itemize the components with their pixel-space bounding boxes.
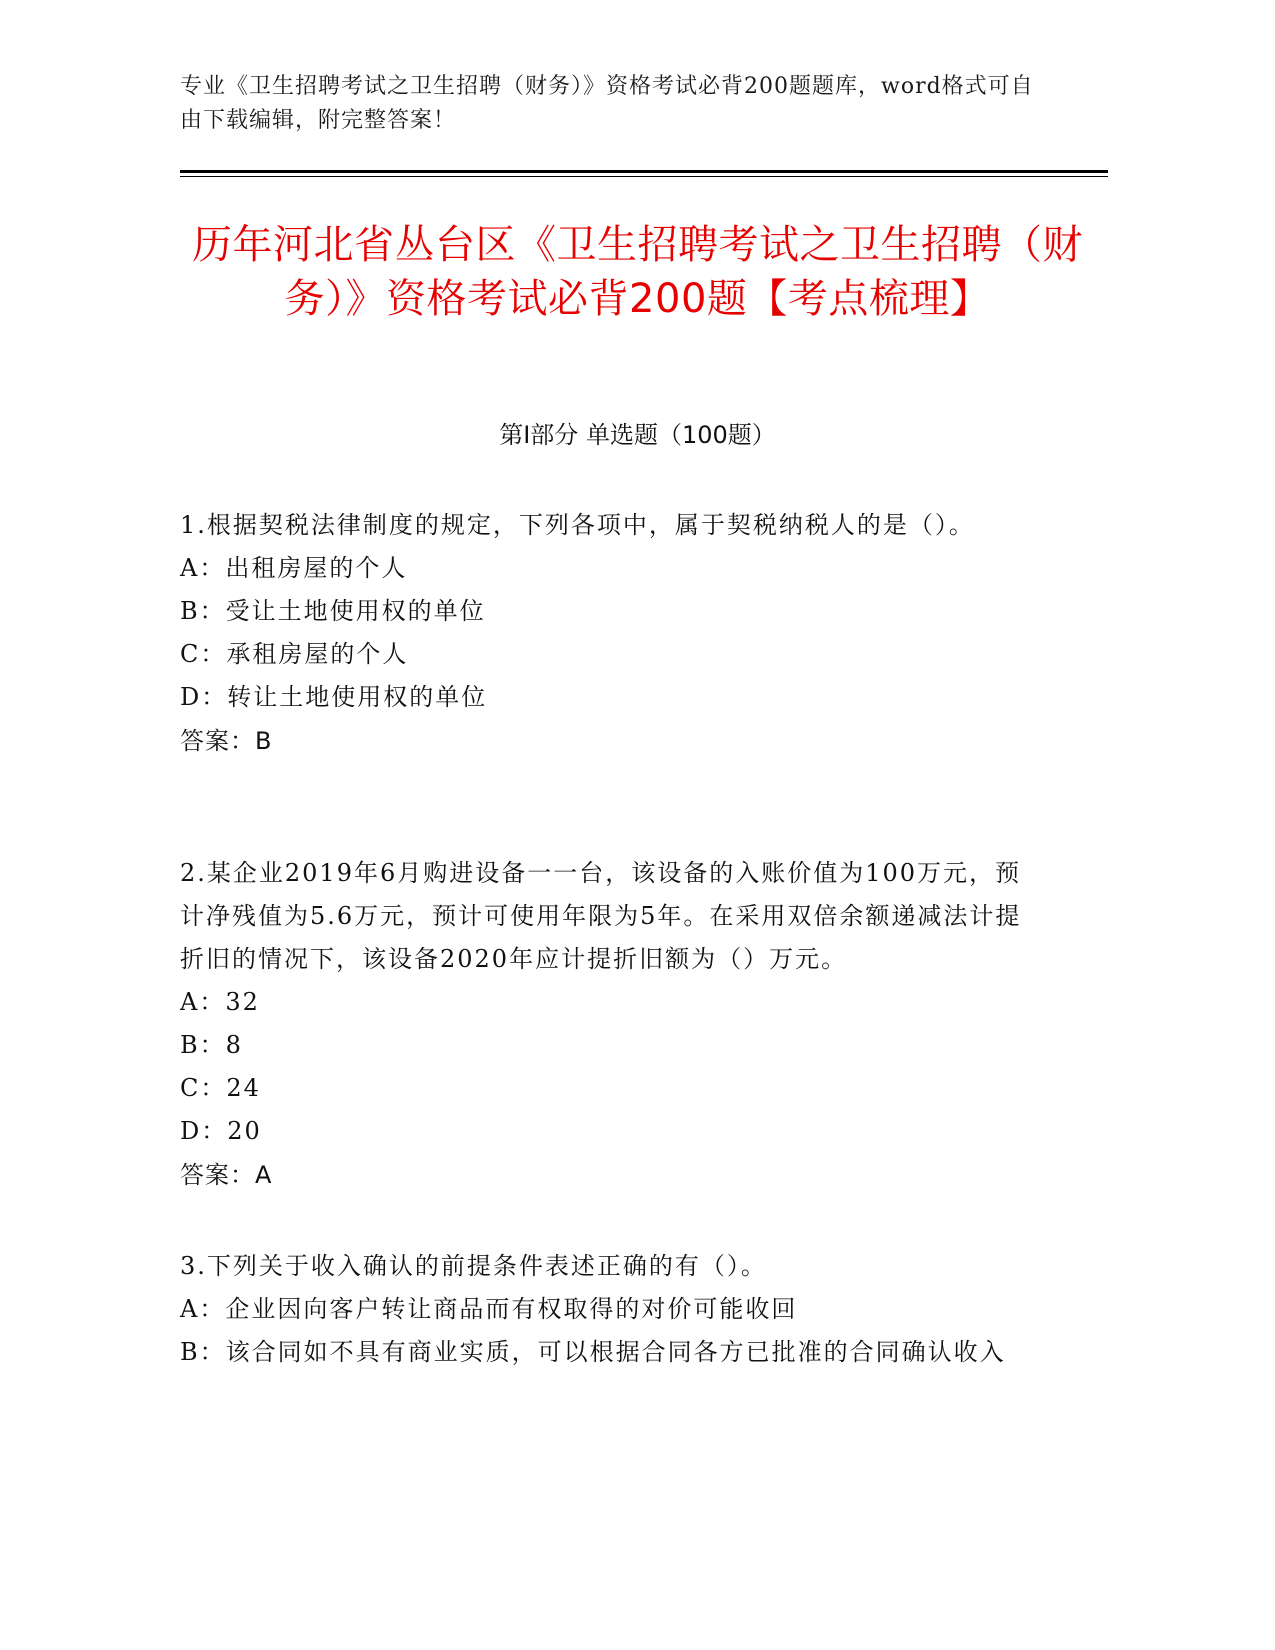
option-c: C：承租房屋的个人: [180, 640, 409, 668]
question-stem: 2.某企业2019年6月购进设备一一台，该设备的入账价值为100万元，预计净残值为5.6万元，预计可使用年限为5年。在采用双倍余额递减法计提折旧的情况下，该设备2020年应计提折旧额为（）万元。: [180, 859, 1022, 973]
option-b: B：受让土地使用权的单位: [180, 597, 486, 625]
option-a: A：32: [180, 988, 260, 1016]
section-title: 第Ⅰ部分 单选题（100题）: [499, 421, 776, 449]
question-3: [180, 1245, 1040, 1374]
header-note: 专业《卫生招聘考试之卫生招聘（财务）》资格考试必背200题题库，word格式可自由下载编辑，附完整答案！: [180, 74, 1034, 133]
question-stem: 1.根据契税法律制度的规定，下列各项中，属于契税纳税人的是（）。: [180, 511, 975, 539]
answer-line: 答案：A: [180, 1161, 273, 1189]
option-b: B：该合同如不具有商业实质，可以根据合同各方已批准的合同确认收入: [180, 1338, 1006, 1366]
option-a: A：企业因向客户转让商品而有权取得的对价可能收回: [180, 1295, 798, 1323]
answer-line: 答案：B: [180, 727, 273, 755]
header-divider-thin: [180, 176, 1108, 177]
option-c: C：24: [180, 1074, 261, 1102]
option-a: A：出租房屋的个人: [180, 554, 408, 582]
option-d: D：20: [180, 1117, 262, 1145]
option-b: B：8: [180, 1031, 243, 1059]
header-divider-thick: [180, 170, 1108, 173]
question-stem: 3.下列关于收入确认的前提条件表述正确的有（）。: [180, 1252, 767, 1280]
document-title: 历年河北省丛台区《卫生招聘考试之卫生招聘（财务）》资格考试必背200题【考点梳理】: [192, 222, 1083, 322]
question-1: [180, 504, 1040, 763]
question-2: [180, 852, 1040, 1197]
option-d: D：转让土地使用权的单位: [180, 683, 488, 711]
